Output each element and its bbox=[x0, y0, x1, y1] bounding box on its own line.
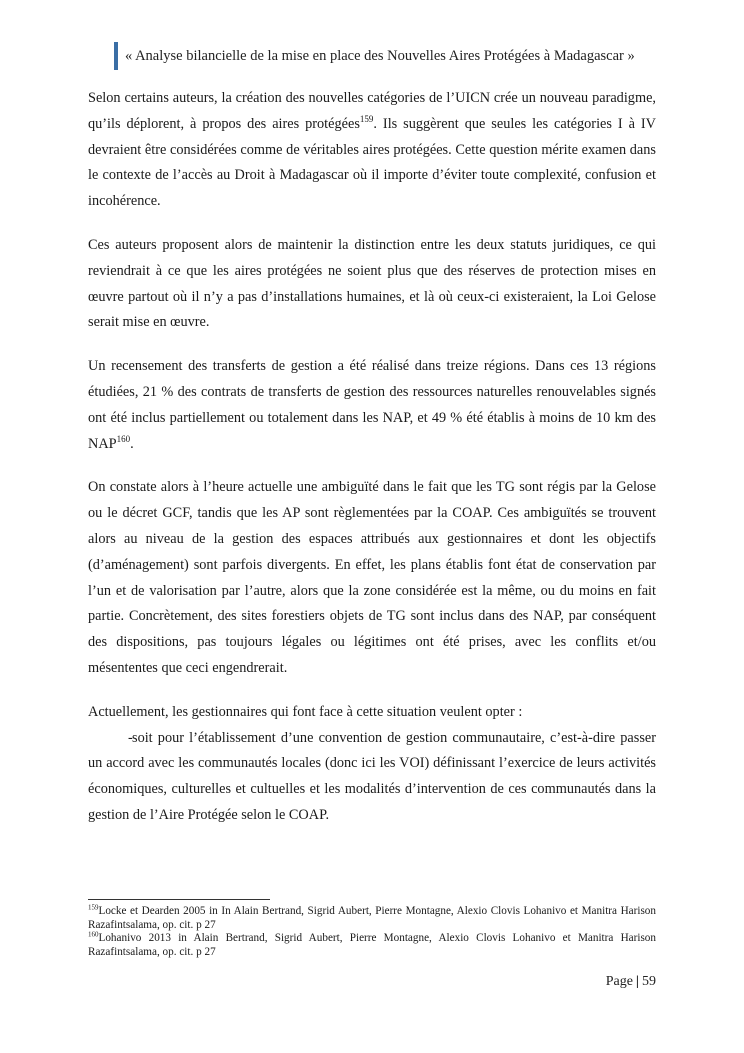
running-header bbox=[114, 42, 635, 70]
footnote-text: Lohanivo 2013 in Alain Bertrand, Sigrid Aubert, Pierre Montagne, Alexio Clovis Lohanivo et Manitra Harison Razafintsalama, op. cit. p 27 bbox=[88, 932, 656, 958]
footnote-ref-159[interactable]: 159 bbox=[359, 114, 374, 125]
paragraph-2: Ces auteurs proposent alors de maintenir la distinction entre les deux statuts juridiques, ce qui reviendrait à ce que les aires protégées ne soient plus que des réserves de protection mises en œuvre partout où il n’y a pas d’installations humaines, et là où ceux-ci existeraient, la Loi Gelose serait mise en œuvre. bbox=[88, 236, 656, 331]
list-item-text: soit pour l’établissement d’une convention de gestion communautaire, c’est-à-dire passer un accord avec les communautés locales (donc ici les VOI) définissant l’exercice de leurs activités économiques, culturelles et cultuelles et les modalités d’intervention de ces communautés dans la gestion de l’Aire Protégée selon le COAP. bbox=[88, 729, 656, 823]
footnote-159 bbox=[88, 905, 656, 932]
list-dash: - bbox=[128, 729, 133, 746]
page-label: Page bbox=[605, 974, 633, 989]
paragraph-5: Actuellement, les gestionnaires qui font face à cette situation veulent opter : bbox=[88, 703, 523, 720]
paragraph-1-text-b: . Ils suggèrent que seules les catégories I à IV devraient être considérées comme de véritables aires protégées. Cette question mérite examen dans le contexte de l’accès au Droit à Madagascar où il importe d’éviter toute complexité, confusion et incohérence. bbox=[88, 115, 656, 210]
footnote-divider bbox=[88, 899, 270, 900]
paragraph-3-text-b: . bbox=[130, 435, 134, 452]
paragraph-3 bbox=[88, 354, 656, 457]
footnotes bbox=[88, 905, 656, 959]
paragraph-1 bbox=[88, 86, 656, 215]
page-separator: | bbox=[635, 974, 639, 989]
body-text bbox=[88, 86, 656, 829]
header-title: « Analyse bilancielle de la mise en place des Nouvelles Aires Protégées à Madagascar » bbox=[125, 48, 635, 64]
page-number-value: 59 bbox=[642, 974, 656, 989]
footnote-text: Locke et Dearden 2005 in In Alain Bertrand, Sigrid Aubert, Pierre Montagne, Alexio Clovis Lohanivo et Manitra Harison Razafintsalama, op. cit. p 27 bbox=[88, 905, 656, 931]
footnote-160 bbox=[88, 932, 656, 959]
page-number bbox=[606, 974, 656, 990]
footnote-ref-160[interactable]: 160 bbox=[116, 433, 131, 444]
footnote-number: 159 bbox=[88, 903, 99, 912]
paragraph-4: On constate alors à l’heure actuelle une ambiguïté dans le fait que les TG sont régis par la Gelose ou le décret GCF, tandis que les AP sont règlementées par la COAP. Ces ambiguïtés se trouvent alors au niveau de la gestion des espaces attribués aux gestionnaires et dont les objectifs (d’aménagement) sont parfois divergents. En effet, les plans établis font état de conservation par l’un et de valorisation par l’autre, alors que la zone considérée est la même, ou du moins en fait partie. Concrètement, des sites forestiers objets de TG sont inclus dans des NAP, par conséquent des dispositions, pas toujours légales ou légitimes ont été prises, avec les conflits et/ou mésententes que ceci engendrerait. bbox=[88, 479, 656, 676]
paragraph-1-text-a: Selon certains auteurs, la création des nouvelles catégories de l’UICN crée un nouveau paradigme, qu’ils déplorent, à propos des aires protégées bbox=[88, 90, 656, 132]
footnote-number: 160 bbox=[88, 930, 99, 939]
paragraph-3-text-a: Un recensement des transferts de gestion a été réalisé dans treize régions. Dans ces 13 régions étudiées, 21 % des contrats de transferts de gestion des ressources naturelles renouvelables signés ont été inclus partiellement ou totalement dans les NAP, et 49 % été établis à moins de 10 km des NAP bbox=[88, 358, 656, 452]
list-item bbox=[88, 726, 656, 829]
